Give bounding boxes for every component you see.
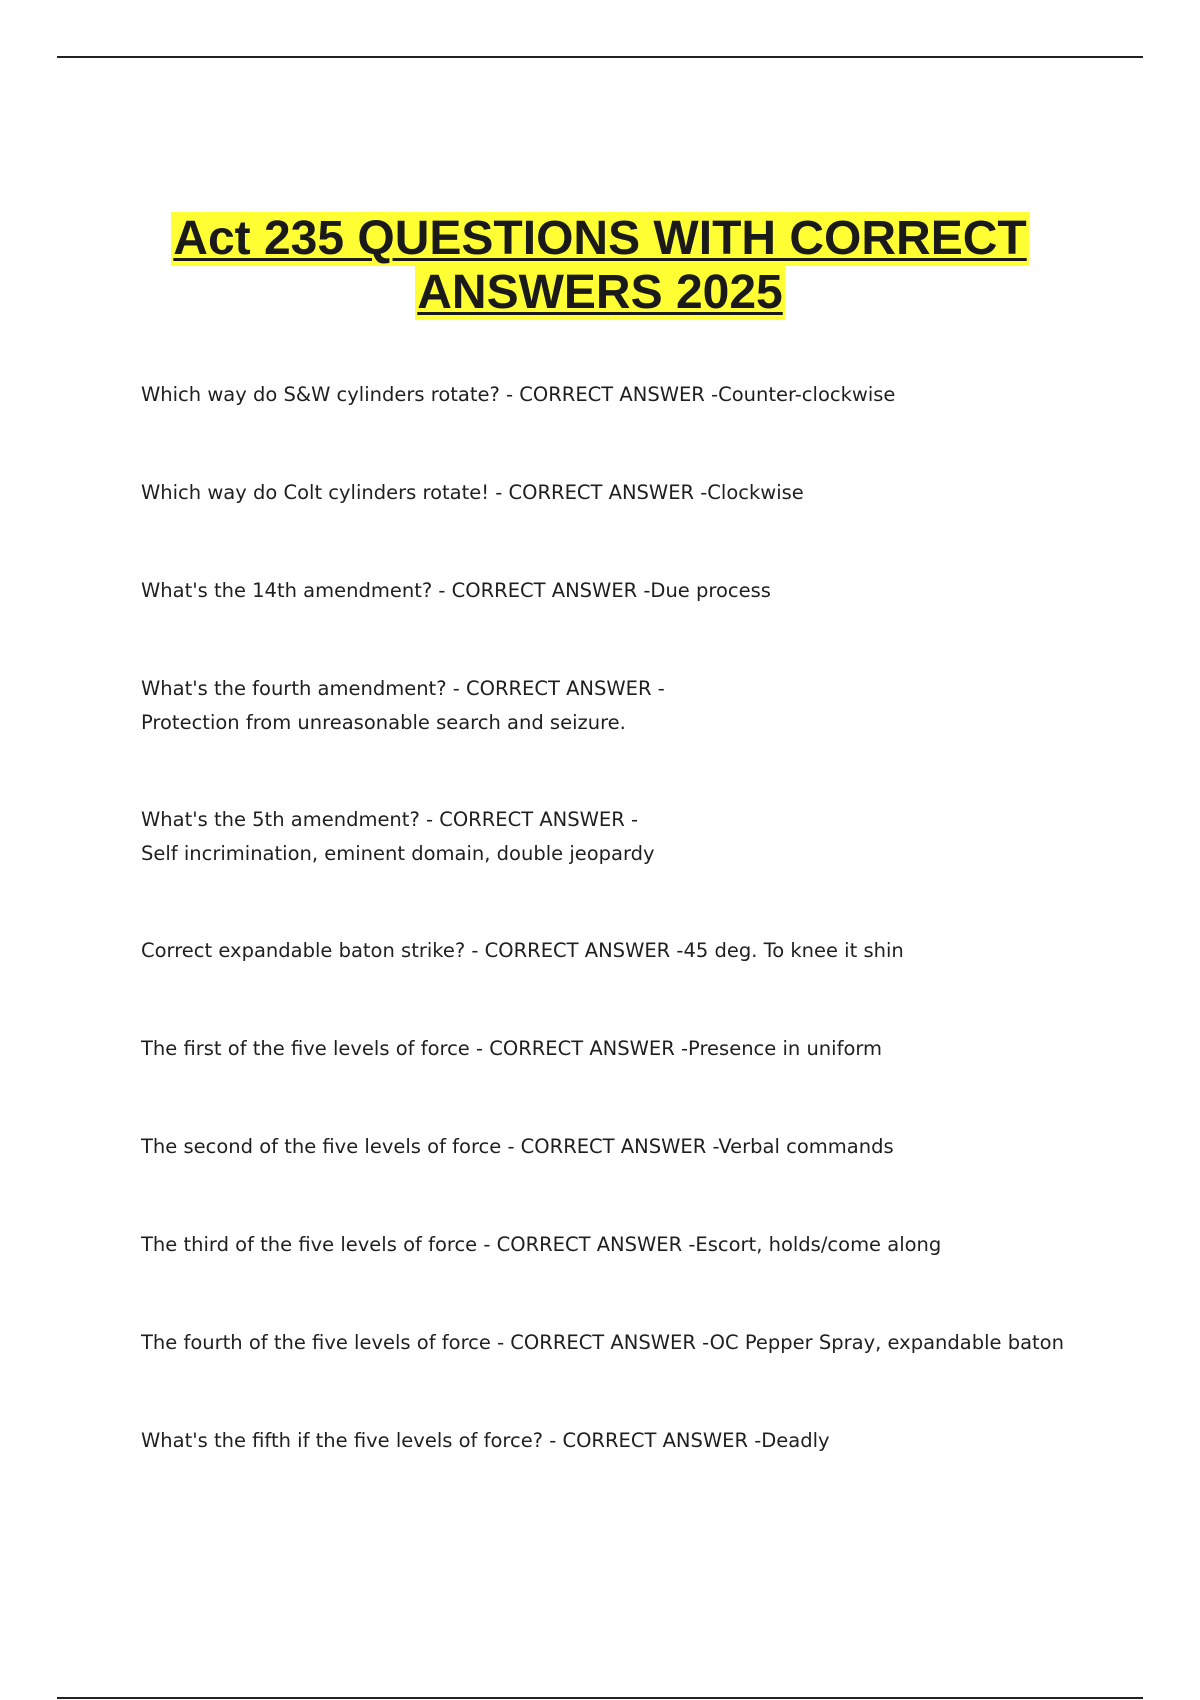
qa-item bbox=[141, 1130, 894, 1164]
bottom-rule bbox=[57, 1697, 1143, 1699]
qa-question-line: Which way do S&W cylinders rotate? - CORRECT ANSWER -Counter-clockwise bbox=[141, 383, 896, 406]
qa-question-line: The first of the five levels of force - CORRECT ANSWER -Presence in uniform bbox=[141, 1037, 883, 1060]
qa-question-line: The fourth of the five levels of force - CORRECT ANSWER -OC Pepper Spray, expandable baton bbox=[141, 1331, 1064, 1354]
qa-question-line: What's the 5th amendment? - CORRECT ANSWER - bbox=[141, 808, 639, 831]
title-line-1: Act 235 QUESTIONS WITH CORRECT bbox=[173, 212, 1027, 265]
qa-question-line: What's the 14th amendment? - CORRECT ANSWER -Due process bbox=[141, 579, 771, 602]
qa-item bbox=[141, 1326, 1064, 1360]
qa-question-line: The third of the five levels of force - CORRECT ANSWER -Escort, holds/come along bbox=[141, 1233, 942, 1256]
top-rule bbox=[57, 56, 1143, 58]
qa-question-line: What's the fifth if the five levels of force? - CORRECT ANSWER -Deadly bbox=[141, 1429, 830, 1452]
qa-item bbox=[141, 574, 771, 608]
qa-question-line: What's the fourth amendment? - CORRECT ANSWER - bbox=[141, 677, 665, 700]
qa-question-line: Correct expandable baton strike? - CORRECT ANSWER -45 deg. To knee it shin bbox=[141, 939, 904, 962]
qa-item bbox=[141, 1228, 941, 1262]
title-line-2: ANSWERS 2025 bbox=[417, 266, 783, 319]
qa-item bbox=[141, 1032, 882, 1066]
qa-item bbox=[141, 476, 804, 510]
qa-item bbox=[141, 1424, 830, 1458]
qa-item bbox=[141, 803, 655, 871]
qa-question-line: Which way do Colt cylinders rotate! - CORRECT ANSWER -Clockwise bbox=[141, 481, 804, 504]
qa-answer-line: Self incrimination, eminent domain, double jeopardy bbox=[141, 842, 655, 865]
qa-question-line: The second of the five levels of force - CORRECT ANSWER -Verbal commands bbox=[141, 1135, 894, 1158]
document-title bbox=[0, 212, 1200, 320]
qa-item bbox=[141, 934, 904, 968]
qa-item bbox=[141, 378, 895, 412]
qa-item bbox=[141, 672, 665, 740]
qa-answer-line: Protection from unreasonable search and seizure. bbox=[141, 711, 626, 734]
